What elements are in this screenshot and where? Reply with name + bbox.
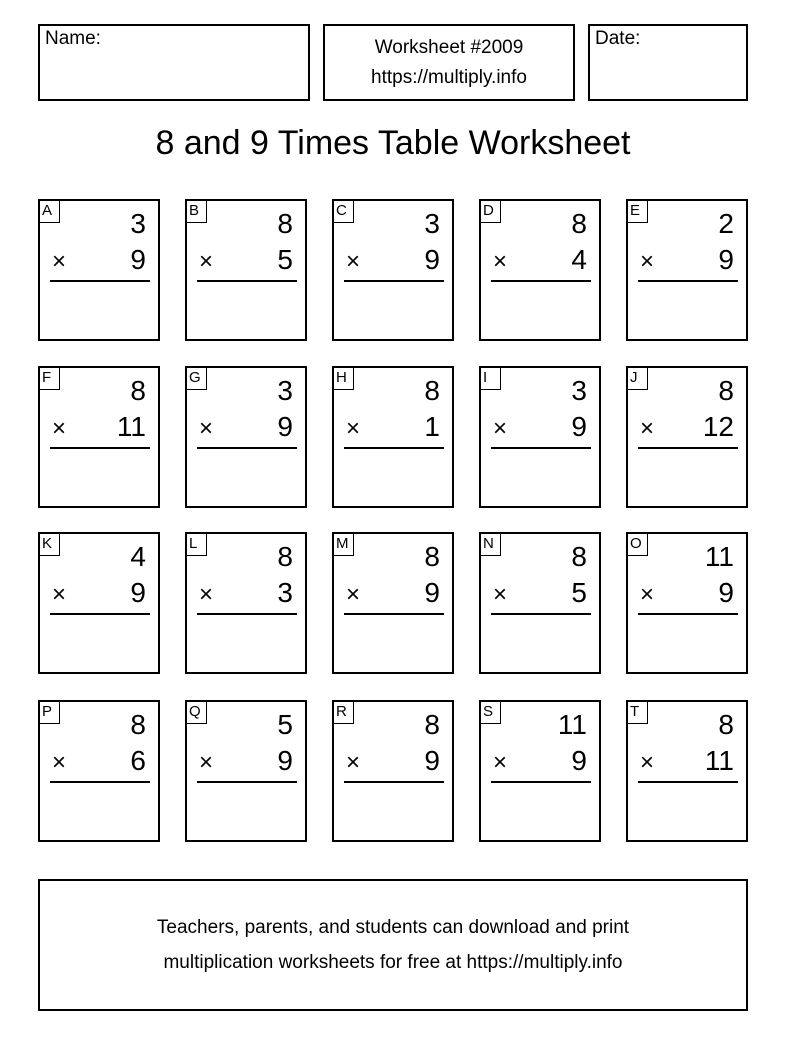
problem-letter: M — [334, 534, 354, 556]
answer-line — [638, 781, 738, 783]
problem-letter: P — [40, 702, 60, 724]
answer-line — [50, 781, 150, 783]
multiplier: 12 — [702, 411, 734, 442]
problem-card[interactable] — [626, 366, 748, 508]
answer-line — [491, 613, 591, 615]
multiplicand: 8 — [277, 541, 293, 572]
problem-card[interactable] — [332, 700, 454, 842]
multiplicand: 3 — [277, 375, 293, 406]
answer-line — [344, 447, 444, 449]
times-sign: × — [493, 415, 508, 442]
answer-line — [344, 781, 444, 783]
problem-card[interactable] — [185, 366, 307, 508]
multiplicand: 11 — [557, 709, 587, 740]
problem-card[interactable] — [38, 199, 160, 341]
answer-line — [491, 447, 591, 449]
multiplicand: 8 — [571, 208, 587, 239]
answer-line — [638, 280, 738, 282]
multiplicand: 5 — [277, 709, 293, 740]
answer-line — [491, 781, 591, 783]
multiplicand: 3 — [130, 208, 146, 239]
times-sign: × — [199, 415, 214, 442]
times-sign: × — [346, 749, 361, 776]
problem-card[interactable] — [332, 532, 454, 674]
answer-line — [491, 280, 591, 282]
multiplicand: 3 — [571, 375, 587, 406]
answer-line — [50, 613, 150, 615]
name-box[interactable] — [38, 24, 310, 101]
problem-letter: C — [334, 201, 354, 223]
multiplicand: 8 — [571, 541, 587, 572]
answer-line — [197, 280, 297, 282]
problem-card[interactable] — [185, 700, 307, 842]
problem-card[interactable] — [185, 199, 307, 341]
multiplier: 11 — [116, 411, 146, 442]
multiplicand: 3 — [424, 208, 440, 239]
footer-line-1: Teachers, parents, and students can download and print — [156, 917, 630, 938]
problem-card[interactable] — [332, 199, 454, 341]
worksheet-info-box — [323, 24, 575, 101]
multiplier: 9 — [130, 244, 146, 275]
answer-line — [197, 613, 297, 615]
multiplier: 6 — [130, 745, 146, 776]
answer-line — [344, 280, 444, 282]
answer-line — [50, 447, 150, 449]
multiplier: 9 — [130, 577, 146, 608]
footer-box — [38, 879, 748, 1011]
problem-card[interactable] — [479, 532, 601, 674]
date-box[interactable] — [588, 24, 748, 101]
multiplier: 9 — [424, 577, 440, 608]
times-sign: × — [346, 581, 361, 608]
multiplicand: 2 — [718, 208, 734, 239]
multiplicand: 8 — [277, 208, 293, 239]
problem-card[interactable] — [332, 366, 454, 508]
multiplier: 9 — [718, 577, 734, 608]
times-sign: × — [640, 415, 655, 442]
times-sign: × — [640, 749, 655, 776]
answer-line — [197, 447, 297, 449]
multiplier: 3 — [277, 577, 293, 608]
problem-card[interactable] — [626, 532, 748, 674]
problem-card[interactable] — [479, 366, 601, 508]
problem-letter: R — [334, 702, 354, 724]
answer-line — [638, 447, 738, 449]
times-sign: × — [493, 749, 508, 776]
multiplier: 9 — [571, 411, 587, 442]
footer-line-2: multiplication worksheets for free at https://multiply.info — [163, 952, 623, 973]
problem-letter: B — [187, 201, 207, 223]
problem-letter: G — [187, 368, 207, 390]
multiplier: 5 — [277, 244, 293, 275]
problem-letter: A — [40, 201, 60, 223]
multiplicand: 8 — [718, 709, 734, 740]
multiplier: 5 — [571, 577, 587, 608]
problem-letter: Q — [187, 702, 207, 724]
multiplier: 9 — [718, 244, 734, 275]
answer-line — [638, 613, 738, 615]
page-title: 8 and 9 Times Table Worksheet — [155, 124, 631, 162]
answer-line — [50, 280, 150, 282]
problem-card[interactable] — [38, 700, 160, 842]
worksheet-url: https://multiply.info — [371, 66, 527, 88]
times-sign: × — [52, 581, 67, 608]
problem-card[interactable] — [479, 700, 601, 842]
name-label: Name: — [45, 28, 101, 49]
multiplier: 1 — [424, 411, 440, 442]
multiplier: 9 — [424, 244, 440, 275]
multiplier: 9 — [277, 745, 293, 776]
problem-letter: I — [481, 368, 501, 390]
multiplicand: 11 — [704, 541, 734, 572]
times-sign: × — [52, 749, 67, 776]
multiplier: 9 — [277, 411, 293, 442]
times-sign: × — [346, 415, 361, 442]
multiplier: 9 — [424, 745, 440, 776]
times-sign: × — [493, 248, 508, 275]
times-sign: × — [199, 749, 214, 776]
times-sign: × — [199, 248, 214, 275]
problem-card[interactable] — [38, 366, 160, 508]
answer-line — [344, 613, 444, 615]
problem-card[interactable] — [626, 700, 748, 842]
worksheet-number: Worksheet #2009 — [374, 36, 524, 58]
problem-letter: O — [628, 534, 648, 556]
problem-letter: E — [628, 201, 648, 223]
problem-letter: J — [628, 368, 648, 390]
problem-letter: S — [481, 702, 501, 724]
times-sign: × — [52, 248, 67, 275]
multiplicand: 8 — [718, 375, 734, 406]
multiplier: 11 — [704, 745, 734, 776]
problem-letter: N — [481, 534, 501, 556]
problem-letter: F — [40, 368, 60, 390]
date-label: Date: — [595, 28, 641, 49]
problem-letter: T — [628, 702, 648, 724]
multiplicand: 8 — [424, 709, 440, 740]
problem-letter: H — [334, 368, 354, 390]
problem-card[interactable] — [185, 532, 307, 674]
times-sign: × — [346, 248, 361, 275]
multiplier: 9 — [571, 745, 587, 776]
multiplicand: 8 — [424, 541, 440, 572]
multiplicand: 8 — [424, 375, 440, 406]
times-sign: × — [640, 248, 655, 275]
problem-letter: K — [40, 534, 60, 556]
answer-line — [197, 781, 297, 783]
problem-card[interactable] — [479, 199, 601, 341]
multiplicand: 8 — [130, 709, 146, 740]
multiplicand: 4 — [130, 541, 146, 572]
multiplicand: 8 — [130, 375, 146, 406]
times-sign: × — [640, 581, 655, 608]
problem-card[interactable] — [626, 199, 748, 341]
problem-letter: D — [481, 201, 501, 223]
times-sign: × — [52, 415, 67, 442]
times-sign: × — [493, 581, 508, 608]
times-sign: × — [199, 581, 214, 608]
multiplier: 4 — [571, 244, 587, 275]
problem-letter: L — [187, 534, 207, 556]
problem-card[interactable] — [38, 532, 160, 674]
